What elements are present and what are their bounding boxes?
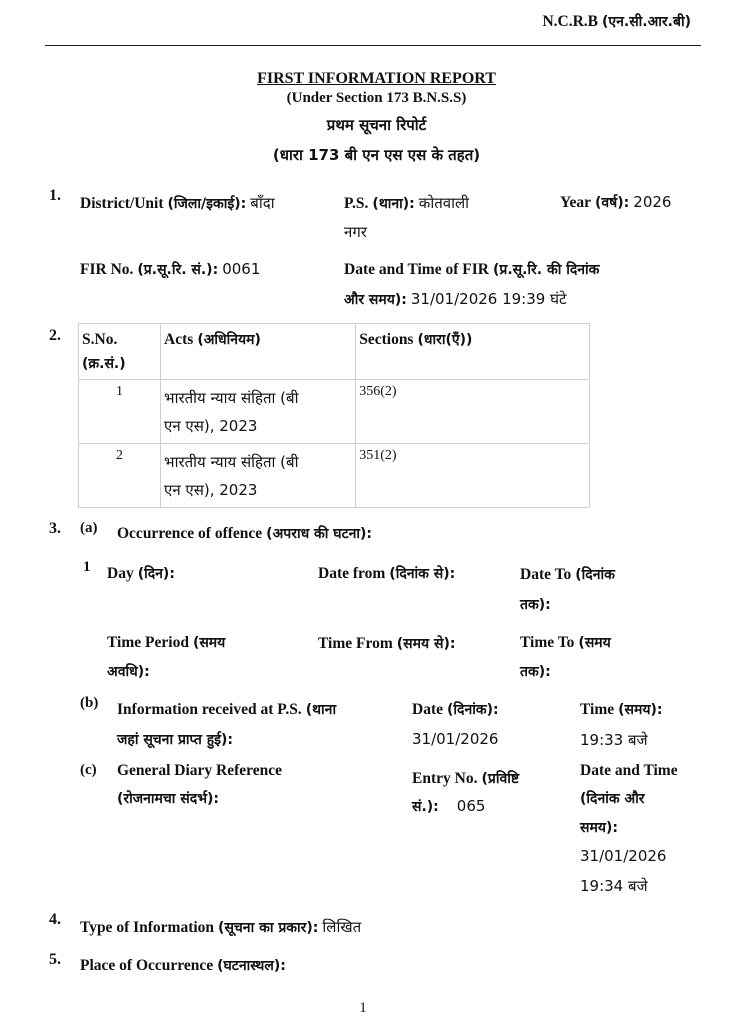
time-period-label-hindi-2: अवधि): [107, 664, 150, 680]
info-date-field [412, 700, 499, 719]
header-acts [161, 324, 356, 380]
date-from-label-hindi: (दिनांक से): [389, 566, 456, 582]
date-to-field [520, 565, 615, 584]
section-5-number: 5. [49, 951, 61, 968]
ps-value: कोतवाली [418, 194, 470, 212]
year-field [560, 193, 671, 212]
place-label-hindi: (घटनास्थल): [217, 958, 286, 974]
entry-number-label-hindi-2: सं.): [412, 799, 439, 815]
sno-header-label: S.No. [82, 331, 118, 348]
fir-number-label-hindi: (प्र.सू.रि. सं.): [137, 262, 219, 278]
fir-datetime-label: Date and Time of FIR [344, 261, 489, 278]
fir-number-label: FIR No. [80, 261, 134, 278]
time-to-label: Time To [520, 634, 575, 651]
ps-field [344, 193, 469, 213]
info-received-label: Information received at P.S. [117, 701, 302, 718]
time-to-label-hindi: (समय [578, 635, 611, 651]
time-period-label-hindi: (समय [192, 635, 226, 651]
row-act [161, 380, 356, 444]
occurrence-label: Occurrence of offence [117, 525, 263, 542]
acts-table [78, 323, 590, 508]
row-act-line2: एन एस), 2023 [164, 481, 258, 499]
entry-number-field [412, 769, 519, 788]
ps-label: P.S. [344, 195, 369, 212]
info-time-value: 19:33 बजे [580, 731, 648, 749]
day-label-hindi: (दिन): [137, 566, 175, 582]
info-type-field [80, 917, 361, 937]
row-act [161, 444, 356, 508]
fir-datetime-label-hindi: (प्र.सू.रि. की दिनांक [492, 262, 600, 278]
item-b-marker: (b) [80, 695, 99, 711]
time-to-label-hindi-2: तक): [520, 664, 551, 680]
date-to-label-hindi-2: तक): [520, 597, 551, 613]
fir-number-value: 0061 [222, 260, 261, 278]
time-period-field [107, 633, 225, 652]
row-sno: 1 [79, 380, 161, 444]
district-label: District/Unit [80, 195, 164, 212]
gd-reference-label: General Diary Reference [117, 762, 282, 779]
fir-number-field [80, 260, 260, 279]
sections-header-label-hindi: (धारा(एँ)) [417, 332, 473, 348]
day-label: Day [107, 565, 134, 582]
fir-datetime-value: 31/01/2026 19:39 घंटे [410, 290, 567, 308]
row-act-line1: भारतीय न्याय संहिता (बी [164, 453, 299, 471]
section-1-number: 1. [49, 187, 61, 204]
info-received-label-hindi-2: जहां सूचना प्राप्त हुई): [117, 732, 234, 748]
occurrence-heading [117, 524, 372, 543]
table-header-row [79, 324, 590, 380]
time-from-label: Time From [318, 635, 393, 652]
ps-label-hindi: (थाना): [372, 196, 415, 212]
gd-date-value: 31/01/2026 [580, 847, 667, 865]
section-3-number: 3. [49, 520, 61, 537]
ncrb-label-hindi: (एन.सी.आर.बी) [601, 14, 691, 30]
info-received-field [117, 700, 336, 719]
item-c-marker: (c) [80, 762, 97, 778]
header-sections [356, 324, 590, 380]
section-4-number: 4. [49, 911, 61, 928]
gd-datetime-label: Date and Time [580, 762, 678, 779]
acts-header-label: Acts [164, 331, 194, 348]
ncrb-label: N.C.R.B [542, 13, 598, 30]
report-title-hindi: प्रथम सूचना रिपोर्ट [326, 116, 427, 134]
page-number: 1 [359, 1000, 367, 1016]
entry-number-label-hindi: (प्रविष्टि [481, 771, 520, 787]
gd-time-value: 19:34 बजे [580, 877, 648, 895]
report-subtitle: (Under Section 173 B.N.S.S) [286, 90, 467, 106]
info-time-label-hindi: (समय): [618, 702, 663, 718]
date-to-label-hindi: (दिनांक [575, 567, 615, 583]
info-type-label: Type of Information [80, 919, 215, 936]
year-label-hindi: (वर्ष): [595, 195, 630, 211]
table-row [79, 444, 590, 508]
info-time-label: Time [580, 701, 615, 718]
fir-datetime-label-hindi-2: और समय): [344, 292, 407, 308]
time-period-label: Time Period [107, 634, 189, 651]
info-type-value: लिखित [322, 918, 362, 936]
acts-header-label-hindi: (अधिनियम) [197, 332, 261, 348]
row-section: 351(2) [356, 444, 590, 508]
info-type-label-hindi: (सूचना का प्रकार): [218, 920, 319, 936]
day-field [107, 564, 175, 583]
ps-value-line2: नगर [344, 223, 367, 241]
gd-reference-label-hindi: (रोजनामचा संदर्भ): [117, 791, 220, 807]
gd-datetime-label-hindi-2: समय): [580, 820, 618, 836]
place-field [80, 956, 286, 975]
report-title: FIRST INFORMATION REPORT [257, 70, 496, 87]
occurrence-item-1-marker: 1 [83, 559, 91, 575]
row-act-line1: भारतीय न्याय संहिता (बी [164, 389, 299, 407]
info-date-value: 31/01/2026 [412, 730, 499, 748]
report-subtitle-hindi: (धारा 173 बी एन एस एस के तहत) [272, 146, 481, 164]
header-divider [45, 45, 701, 46]
row-act-line2: एन एस), 2023 [164, 417, 258, 435]
info-date-label-hindi: (दिनांक): [447, 702, 499, 718]
section-2-number: 2. [49, 327, 61, 344]
info-received-label-hindi: (थाना [305, 702, 337, 718]
district-label-hindi: (जिला/इकाई): [167, 196, 247, 212]
header-sno [79, 324, 161, 380]
table-row [79, 380, 590, 444]
sno-header-label-hindi: (क्र.सं.) [82, 356, 126, 372]
entry-number-value: 065 [456, 797, 486, 815]
district-field [80, 193, 275, 213]
fir-datetime-line2 [344, 289, 567, 309]
year-value: 2026 [633, 193, 672, 211]
district-value: बाँदा [250, 194, 275, 212]
time-from-label-hindi: (समय से): [396, 636, 456, 652]
info-time-field [580, 700, 663, 719]
year-label: Year [560, 194, 591, 211]
date-from-label: Date from [318, 565, 386, 582]
time-to-field [520, 633, 611, 652]
entry-number-label: Entry No. [412, 770, 478, 787]
info-date-label: Date [412, 701, 443, 718]
ncrb-header [542, 12, 691, 31]
date-from-field [318, 564, 455, 583]
entry-number-line2 [412, 797, 485, 816]
time-from-field [318, 634, 455, 653]
item-a-marker: (a) [80, 520, 98, 536]
place-label: Place of Occurrence [80, 957, 214, 974]
row-sno: 2 [79, 444, 161, 508]
row-section: 356(2) [356, 380, 590, 444]
date-to-label: Date To [520, 566, 572, 583]
fir-datetime-field [344, 260, 599, 279]
sections-header-label: Sections [359, 331, 414, 348]
gd-datetime-label-hindi: (दिनांक और [580, 791, 645, 807]
occurrence-label-hindi: (अपराध की घटना): [266, 526, 373, 542]
